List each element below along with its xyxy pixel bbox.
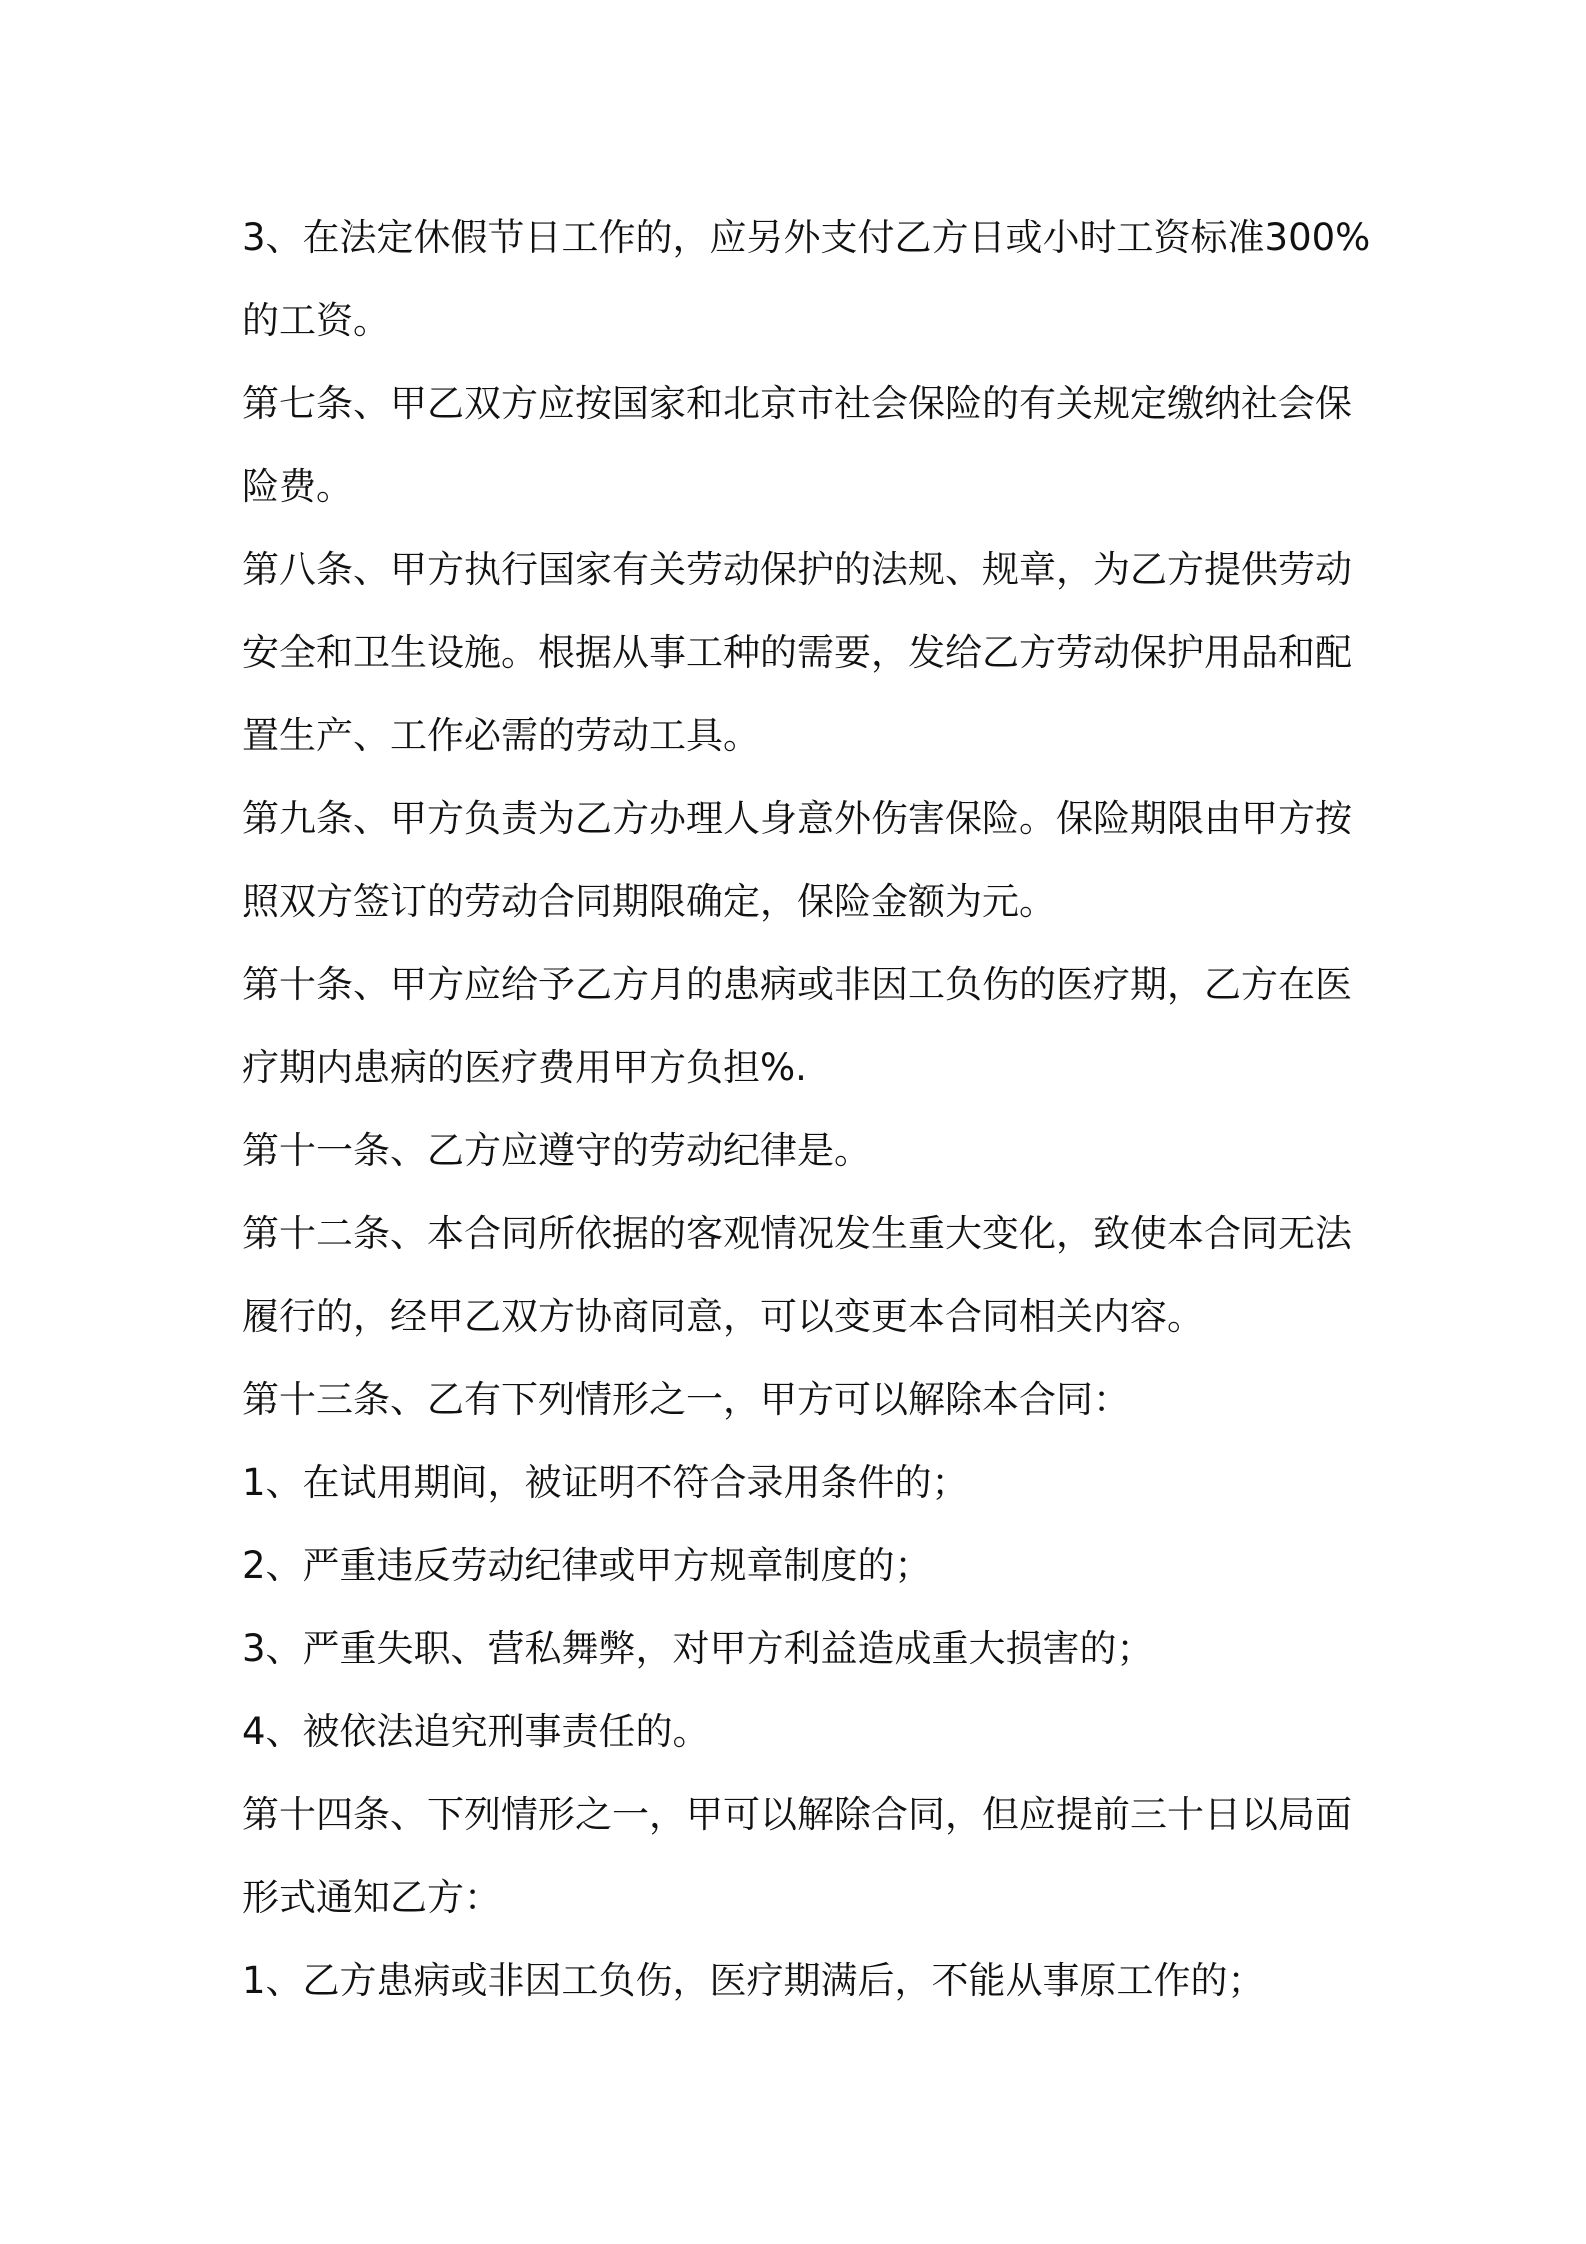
text-line: 置生产、工作必需的劳动工具。 <box>242 714 760 757</box>
text-line: 第十四条、下列情形之一，甲可以解除合同，但应提前三十日以局面 <box>242 1793 1352 1836</box>
text-line: 照双方签订的劳动合同期限确定，保险金额为元。 <box>242 880 1056 923</box>
text-line: 1、在试用期间，被证明不符合录用条件的； <box>242 1461 969 1504</box>
text-line: 2、严重违反劳动纪律或甲方规章制度的； <box>242 1544 932 1587</box>
text-line: 4、被依法追究刑事责任的。 <box>242 1710 710 1753</box>
text-line: 险费。 <box>242 465 353 508</box>
text-line: 3、严重失职、营私舞弊，对甲方利益造成重大损害的； <box>242 1627 1154 1670</box>
text-line: 第十条、甲方应给予乙方月的患病或非因工负伤的医疗期，乙方在医 <box>242 963 1352 1006</box>
text-line: 1、乙方患病或非因工负伤，医疗期满后，不能从事原工作的； <box>242 1959 1265 2002</box>
text-line: 第八条、甲方执行国家有关劳动保护的法规、规章，为乙方提供劳动 <box>242 548 1352 591</box>
text-line: 形式通知乙方： <box>242 1876 501 1919</box>
text-line: 安全和卫生设施。根据从事工种的需要，发给乙方劳动保护用品和配 <box>242 631 1352 674</box>
text-line: 第十一条、乙方应遵守的劳动纪律是。 <box>242 1129 871 1172</box>
text-line: 履行的，经甲乙双方协商同意，可以变更本合同相关内容。 <box>242 1295 1204 1338</box>
text-line: 第十三条、乙有下列情形之一，甲方可以解除本合同： <box>242 1378 1130 1421</box>
text-line: 第十二条、本合同所依据的客观情况发生重大变化，致使本合同无法 <box>242 1212 1352 1255</box>
text-line: 疗期内患病的医疗费用甲方负担%. <box>242 1046 807 1089</box>
document-body <box>242 196 1371 2022</box>
text-line: 第九条、甲方负责为乙方办理人身意外伤害保险。保险期限由甲方按 <box>242 797 1352 840</box>
text-line: 第七条、甲乙双方应按国家和北京市社会保险的有关规定缴纳社会保 <box>242 382 1352 425</box>
text-line: 3、在法定休假节日工作的，应另外支付乙方日或小时工资标准300% <box>242 216 1371 259</box>
text-line: 的工资。 <box>242 299 390 342</box>
